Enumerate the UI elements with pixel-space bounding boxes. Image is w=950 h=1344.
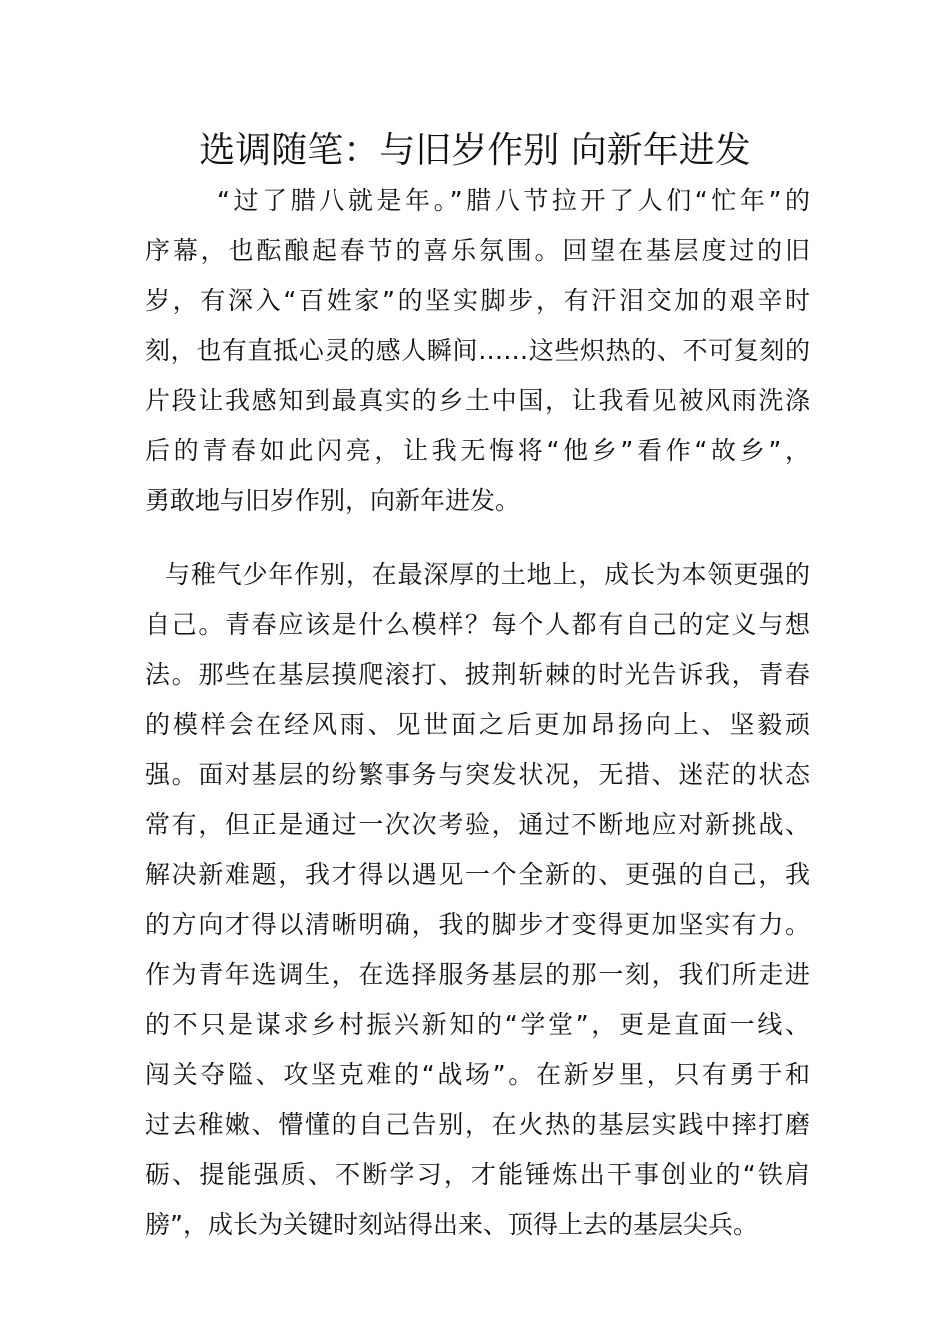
text-line: 法。那些在基层摸爬滚打、披荆斩棘的时光告诉我，青春 <box>145 660 810 689</box>
text-line: 过去稚嫩、懵懂的自己告别，在火热的基层实践中摔打磨 <box>145 1110 810 1139</box>
text-line: 强。面对基层的纷繁事务与突发状况，无措、迷茫的状态 <box>145 760 810 789</box>
text-line: 闯关夺隘、攻坚克难的“战场”。在新岁里，只有勇于和 <box>145 1060 810 1089</box>
text-line: 后的青春如此闪亮，让我无悔将“他乡”看作“故乡”， <box>145 436 810 465</box>
text-line: 常有，但正是通过一次次考验，通过不断地应对新挑战、 <box>145 810 810 839</box>
text-line: 砺、提能强质、不断学习，才能锤炼出干事创业的“铁肩 <box>145 1160 810 1189</box>
text-line: 刻，也有直抵心灵的感人瞬间……这些炽热的、不可复刻的 <box>145 336 810 365</box>
text-line: 勇敢地与旧岁作别，向新年进发。 <box>145 486 521 515</box>
document-title: 选调随笔：与旧岁作别 向新年进发 <box>199 130 751 171</box>
paragraph-2 <box>145 550 810 1250</box>
text-line: 与稚气少年作别，在最深厚的土地上，成长为本领更强的 <box>165 560 810 589</box>
text-line: 的方向才得以清晰明确，我的脚步才变得更加坚实有力。 <box>145 910 810 939</box>
text-line: 序幕，也酝酿起春节的喜乐氛围。回望在基层度过的旧 <box>145 236 810 265</box>
paragraph-1 <box>145 176 810 526</box>
text-line: 解决新难题，我才得以遇见一个全新的、更强的自己，我 <box>145 860 810 889</box>
text-line: 片段让我感知到最真实的乡土中国，让我看见被风雨洗涤 <box>145 386 810 415</box>
text-line: 岁，有深入“百姓家”的坚实脚步，有汗泪交加的艰辛时 <box>145 286 810 315</box>
text-line: 自己。青春应该是什么模样？每个人都有自己的定义与想 <box>145 610 810 639</box>
text-line: 膀”，成长为关键时刻站得出来、顶得上去的基层尖兵。 <box>145 1210 758 1239</box>
text-line: “过了腊八就是年。”腊八节拉开了人们“忙年”的 <box>217 186 810 215</box>
text-line: 的不只是谋求乡村振兴新知的“学堂”，更是直面一线、 <box>145 1010 810 1039</box>
document-body <box>145 176 810 1250</box>
text-line: 作为青年选调生，在选择服务基层的那一刻，我们所走进 <box>145 960 810 989</box>
text-line: 的模样会在经风雨、见世面之后更加昂扬向上、坚毅顽 <box>145 710 810 739</box>
